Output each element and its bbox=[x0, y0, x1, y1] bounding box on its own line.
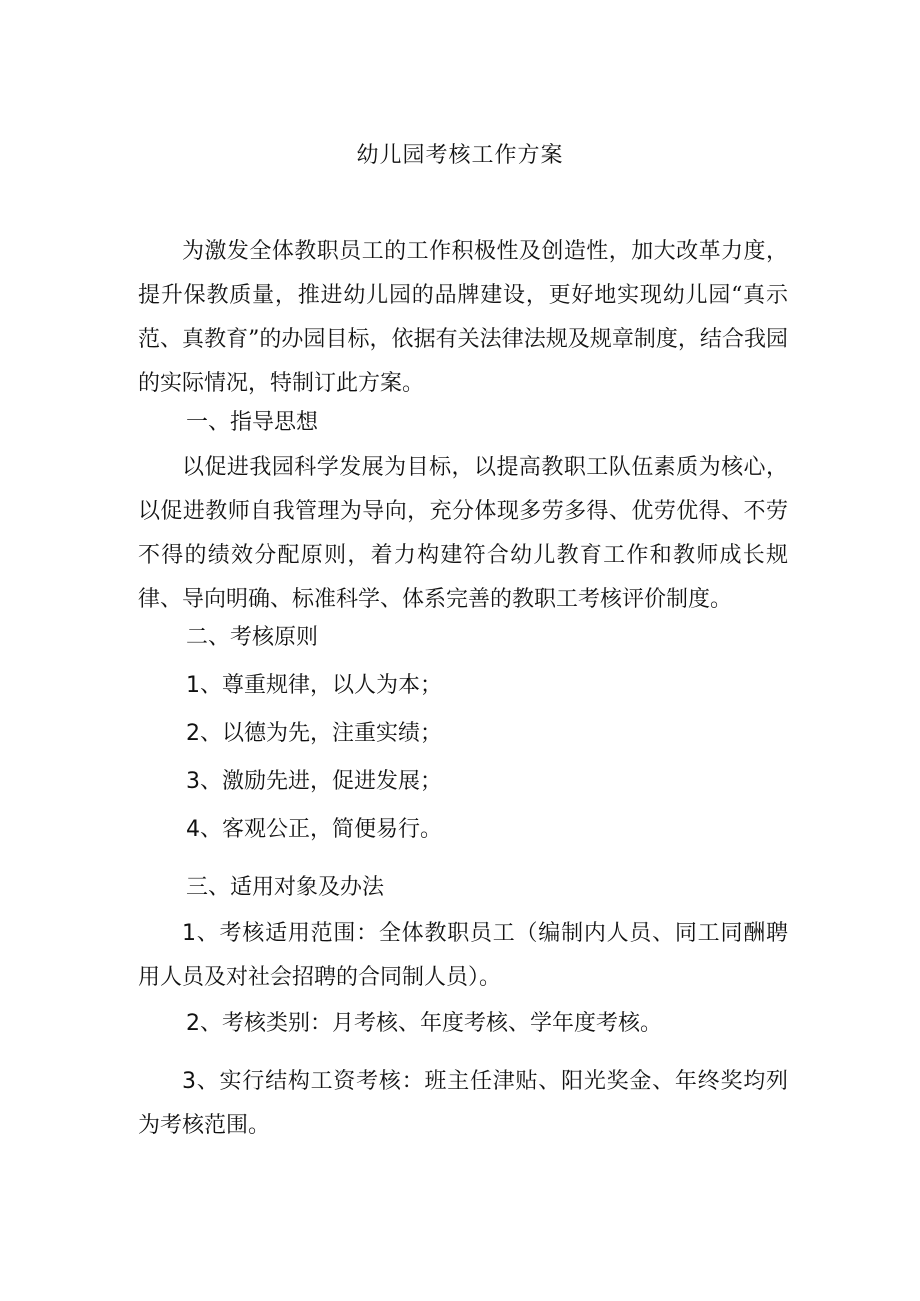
scope-item-1-number: 1 bbox=[182, 921, 196, 946]
scope-item-2-number: 2 bbox=[186, 1011, 200, 1036]
principle-item-4-text: 、客观公正，简便易行。 bbox=[200, 817, 443, 842]
principle-item-3 bbox=[138, 764, 836, 800]
scope-item-3-number: 3 bbox=[182, 1069, 196, 1094]
section-heading-principles: 二、考核原则 bbox=[186, 625, 319, 650]
scope-item-1-text: 、考核适用范围：全体教职员工（编制内人员、同工同酬聘用人员及对社会招聘的合同制人员）。 bbox=[138, 921, 788, 990]
scope-item-3-text: 、实行结构工资考核：班主任津贴、阳光奖金、年终奖均列为考核范围。 bbox=[138, 1069, 788, 1138]
principle-item-4 bbox=[138, 812, 836, 848]
scope-item-1 bbox=[138, 912, 788, 1000]
principle-item-2 bbox=[138, 716, 836, 752]
principle-item-3-text: 、激励先进，促进发展； bbox=[200, 769, 443, 794]
scope-item-2 bbox=[138, 1006, 836, 1042]
document-title: 幼儿园考核工作方案 bbox=[356, 143, 564, 168]
intro-paragraph: 为激发全体教职员工的工作积极性及创造性，加大改革力度，提升保教质量，推进幼儿园的品牌建设，更好地实现幼儿园“真示范、真教育”的办园目标，依据有关法律法规及规章制度，结合我园的实际情况，特制订此方案。 bbox=[138, 239, 788, 396]
principle-item-2-number: 2 bbox=[186, 721, 200, 746]
principle-item-3-number: 3 bbox=[186, 769, 200, 794]
scope-item-3 bbox=[138, 1060, 788, 1148]
scope-item-2-text: 、考核类别：月考核、年度考核、学年度考核。 bbox=[200, 1011, 663, 1036]
principle-item-1 bbox=[138, 668, 836, 704]
principle-item-2-text: 、以德为先，注重实绩； bbox=[200, 721, 443, 746]
guiding-thought-paragraph: 以促进我园科学发展为目标，以提高教职工队伍素质为核心，以促进教师自我管理为导向，充分体现多劳多得、优劳优得、不劳不得的绩效分配原则，着力构建符合幼儿教育工作和教师成长规律、导向明确、标准科学、体系完善的教职工考核评价制度。 bbox=[138, 455, 788, 612]
section-heading-guiding-thought: 一、指导思想 bbox=[186, 410, 319, 435]
principle-item-1-text: 、尊重规律，以人为本； bbox=[200, 673, 443, 698]
section-heading-scope: 三、适用对象及办法 bbox=[186, 875, 385, 900]
principle-item-1-number: 1 bbox=[186, 673, 200, 698]
principle-item-4-number: 4 bbox=[186, 817, 200, 842]
